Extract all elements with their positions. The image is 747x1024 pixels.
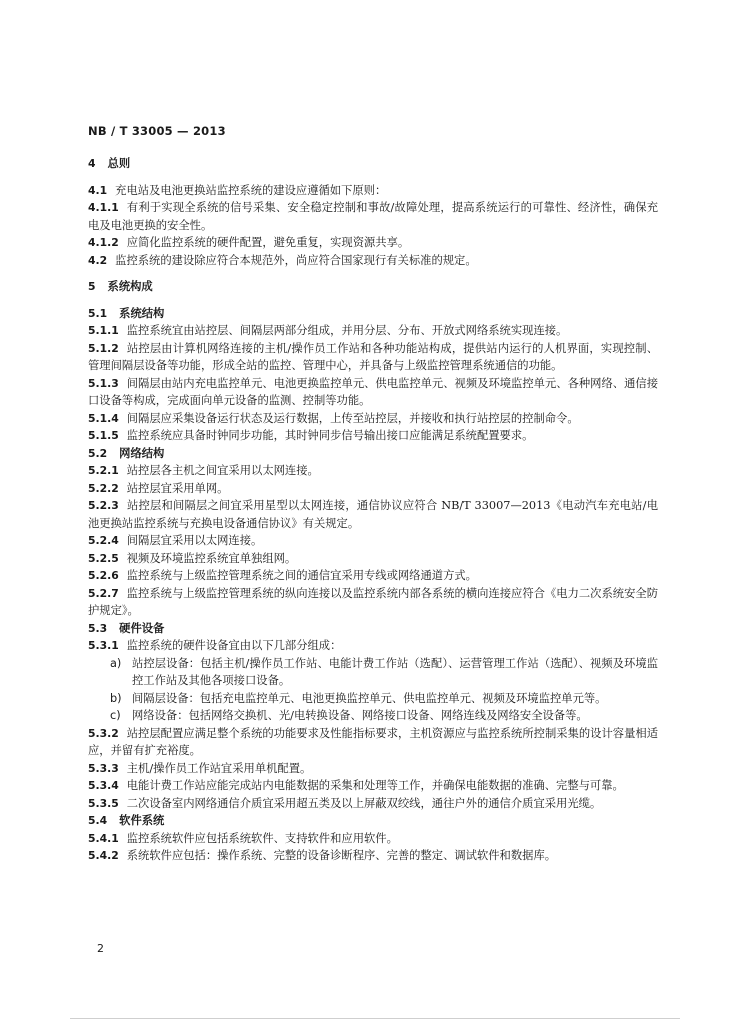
- list-item-marker: c): [110, 709, 121, 722]
- clause-text: 视频及环境监控系统宜单独组网。: [126, 551, 297, 565]
- clause-paragraph: [88, 532, 658, 550]
- clause-number: 5.2.2: [88, 481, 119, 495]
- clause-text: 充电站及电池更换站监控系统的建设应遵循如下原则：: [115, 183, 387, 197]
- page-number: 2: [97, 942, 104, 955]
- clause-paragraph: [88, 777, 658, 795]
- clause-paragraph: [88, 182, 658, 200]
- section-heading: [88, 278, 658, 296]
- clause-text: 间隔层应采集设备运行状态及运行数据，上传至站控层，并接收和执行站控层的控制命令。: [126, 411, 579, 425]
- list-item: [110, 690, 658, 708]
- clause-paragraph: [88, 462, 658, 480]
- clause-text: 站控层由计算机网络连接的主机/操作员工作站和各种功能站构成，提供站内运行的人机界面，实现控制、管理间隔层设备等功能，形成全站的监控、管理中心，并具备与上级监控管理系统通信的功能。: [88, 341, 658, 372]
- clause-text: 系统构成: [107, 280, 153, 293]
- clause-number: 5.2.7: [88, 586, 119, 600]
- clause-paragraph: [88, 795, 658, 813]
- clause-text: 硬件设备: [119, 621, 165, 635]
- clause-number: 5.2.3: [88, 499, 119, 512]
- clause-number: 5.1.1: [88, 324, 119, 337]
- clause-paragraph: [88, 585, 658, 620]
- clause-paragraph: [88, 760, 658, 778]
- clause-text: 应简化监控系统的硬件配置，避免重复，实现资源共享。: [126, 236, 410, 249]
- section-gap: [88, 173, 658, 182]
- clause-text: 监控系统软件应包括系统软件、支持软件和应用软件。: [126, 831, 398, 845]
- clause-text: 监控系统与上级监控管理系统的纵向连接以及监控系统内部各系统的横向连接应符合《电力二次系统安全防护规定》。: [88, 586, 658, 617]
- clause-number: 5.1.3: [88, 376, 119, 390]
- clause-text: 主机/操作员工作站宜采用单机配置。: [126, 761, 312, 775]
- clause-number: 5.2.5: [88, 551, 119, 565]
- clause-paragraph: [88, 252, 658, 270]
- clause-paragraph: [88, 480, 658, 498]
- list-item-marker: b): [110, 691, 122, 705]
- clause-text: 系统结构: [119, 306, 165, 320]
- clause-paragraph: [88, 567, 658, 585]
- clause-text: 网络结构: [119, 446, 165, 460]
- clause-paragraph: [88, 199, 658, 234]
- document-header: NB / T 33005 — 2013: [88, 124, 226, 138]
- clause-number: 5.1.2: [88, 341, 119, 355]
- section-heading: [88, 445, 658, 463]
- clause-paragraph: [88, 322, 658, 340]
- clause-text: 站控层配置应满足整个系统的功能要求及性能指标要求，主机资源应与监控系统所控制采集的设计容量相适应，并留有扩充裕度。: [88, 726, 658, 757]
- clause-text: 间隔层由站内充电监控单元、电池更换监控单元、供电监控单元、视频及环境监控单元、各种网络、通信接口设备等构成，完成面向单元设备的监测、控制等功能。: [88, 376, 658, 407]
- clause-number: 5.2.6: [88, 569, 119, 582]
- clause-paragraph: [88, 830, 658, 848]
- clause-text: 监控系统的硬件设备宜由以下几部分组成：: [126, 639, 342, 652]
- clause-number: 5.3.3: [88, 761, 119, 775]
- section-gap: [88, 296, 658, 305]
- clause-text: 监控系统应具备时钟同步功能，其时钟同步信号输出接口应能满足系统配置要求。: [126, 429, 534, 442]
- clause-number: 4.1.1: [88, 201, 119, 214]
- clause-paragraph: [88, 637, 658, 655]
- clause-number: 5.1.5: [88, 429, 119, 442]
- clause-text: 监控系统与上级监控管理系统之间的通信宜采用专线或网络通道方式。: [126, 569, 477, 582]
- clause-number: 4: [88, 157, 96, 170]
- section-gap: [88, 269, 658, 278]
- clause-number: 5.3.2: [88, 726, 119, 740]
- list-item-marker: a): [110, 656, 122, 670]
- list-item-text: 间隔层设备：包括充电监控单元、电池更换监控单元、供电监控单元、视频及环境监控单元等。: [132, 691, 607, 705]
- clause-number: 5.1: [88, 306, 108, 320]
- clause-text: 站控层宜采用单网。: [126, 481, 229, 495]
- clause-number: 4.1: [88, 183, 108, 197]
- clause-paragraph: [88, 340, 658, 375]
- clause-number: 5.1.4: [88, 411, 119, 425]
- clause-number: 5.4.2: [88, 849, 119, 862]
- section-heading: [88, 812, 658, 830]
- clause-number: 5.2.1: [88, 464, 119, 477]
- clause-paragraph: [88, 550, 658, 568]
- clause-text: 间隔层宜采用以太网连接。: [126, 534, 263, 547]
- clause-number: 5.4: [88, 814, 108, 827]
- section-heading: [88, 620, 658, 638]
- clause-number: 5.2.4: [88, 534, 119, 547]
- section-heading: [88, 155, 658, 173]
- clause-paragraph: [88, 847, 658, 865]
- clause-number: 5: [88, 280, 96, 293]
- clause-paragraph: [88, 725, 658, 760]
- clause-paragraph: [88, 234, 658, 252]
- clause-number: 5.3.4: [88, 779, 119, 792]
- clause-number: 4.1.2: [88, 236, 119, 249]
- clause-number: 4.2: [88, 253, 108, 267]
- clause-number: 5.3: [88, 621, 108, 635]
- clause-text: 站控层各主机之间宜采用以太网连接。: [126, 464, 319, 477]
- clause-text: 站控层和间隔层之间宜采用星型以太网连接，通信协议应符合 NB/T 33007—2013《电动汽车充电站/电池更换站监控系统与充换电设备通信协议》有关规定。: [88, 499, 658, 530]
- clause-text: 二次设备室内网络通信介质宜采用超五类及以上屏蔽双绞线，通往户外的通信介质宜采用光缆。: [126, 796, 602, 810]
- section-heading: [88, 305, 658, 323]
- list-item: [110, 655, 658, 690]
- item-list: [88, 655, 658, 725]
- clause-number: 5.2: [88, 446, 108, 460]
- clause-paragraph: [88, 410, 658, 428]
- clause-text: 监控系统宜由站控层、间隔层两部分组成，并用分层、分布、开放式网络系统实现连接。: [126, 324, 568, 337]
- clause-paragraph: [88, 427, 658, 445]
- clause-number: 5.3.1: [88, 639, 119, 652]
- clause-paragraph: [88, 375, 658, 410]
- clause-text: 软件系统: [119, 814, 165, 827]
- clause-paragraph: [88, 497, 658, 532]
- list-item-text: 站控层设备：包括主机/操作员工作站、电能计费工作站（选配）、运营管理工作站（选配）、视频及环境监控工作站及其他各项接口设备。: [132, 656, 658, 687]
- footer-rule: [70, 1018, 680, 1019]
- clause-text: 电能计费工作站应能完成站内电能数据的采集和处理等工作，并确保电能数据的准确、完整与可靠。: [126, 779, 624, 792]
- clause-number: 5.3.5: [88, 796, 119, 810]
- clause-text: 系统软件应包括：操作系统、完整的设备诊断程序、完善的整定、调试软件和数据库。: [126, 849, 557, 862]
- clause-text: 总则: [107, 157, 131, 170]
- list-item-text: 网络设备：包括网络交换机、光/电转换设备、网络接口设备、网络连线及网络安全设备等。: [132, 709, 588, 722]
- document-body: [88, 155, 658, 865]
- clause-text: 有利于实现全系统的信号采集、安全稳定控制和事故/故障处理，提高系统运行的可靠性、经济性，确保充电及电池更换的安全性。: [88, 201, 658, 232]
- list-item: [110, 707, 658, 725]
- clause-text: 监控系统的建设除应符合本规范外，尚应符合国家现行有关标准的规定。: [115, 253, 477, 267]
- clause-number: 5.4.1: [88, 831, 119, 845]
